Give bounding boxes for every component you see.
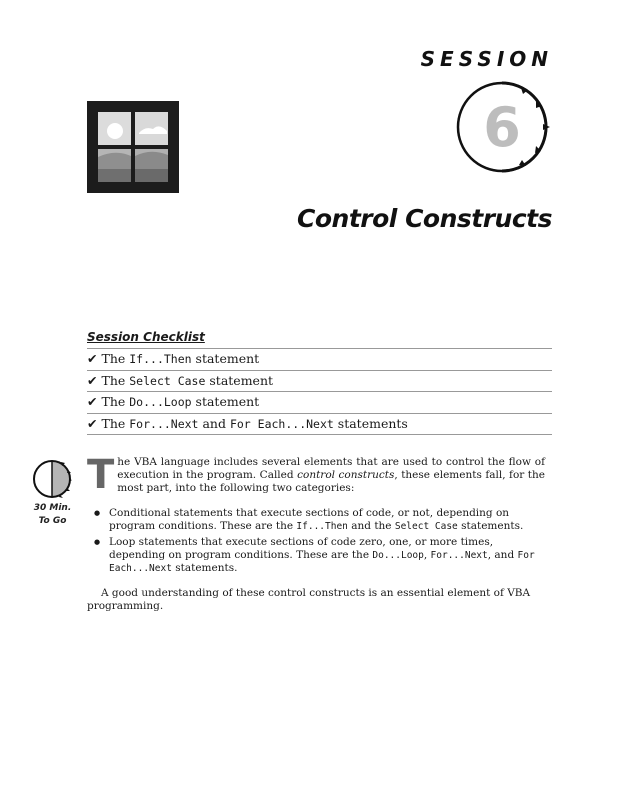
- checkmark-icon: ✔: [87, 372, 98, 388]
- session-checklist: [87, 328, 552, 435]
- timer-sublabel: To Go: [38, 516, 67, 526]
- checkmark-icon: ✔: [87, 415, 98, 431]
- checklist-item: ✔ The For...Next and For Each...Next statements: [87, 414, 552, 436]
- checklist-title: Session Checklist: [87, 330, 205, 344]
- closing-paragraph: A good understanding of these control constructs is an essential element of VBA programming.: [87, 586, 531, 612]
- list-item: ● Loop statements that execute sections of code zero, one, or more times, depending on program conditions. These are the Do...Loop, For...Next, and For Each...Next statements.: [87, 536, 545, 576]
- session-clock-icon: [452, 80, 552, 175]
- timer-label: 30 Min.: [33, 503, 72, 513]
- checkmark-icon: ✔: [87, 394, 98, 409]
- list-item: ● Conditional statements that execute sections of code, or not, depending on program conditions. These are the If...Then and the Select Case statements.: [87, 507, 545, 533]
- bullet-list: [87, 507, 545, 576]
- checklist-item: ✔ The If...Then statement: [87, 349, 552, 371]
- drop-cap: T: [87, 452, 115, 498]
- checklist-item: ✔ The Do...Loop statement: [87, 392, 552, 414]
- timer-clock-icon: [32, 458, 72, 500]
- body-text: [87, 452, 545, 613]
- checkmark-icon: ✔: [87, 351, 98, 366]
- window-logo-icon: [87, 101, 179, 193]
- session-number: 6: [483, 96, 521, 159]
- checklist-item: ✔ The Select Case statement: [87, 371, 552, 393]
- intro-paragraph: The VBA language includes several elements that are used to control the flow of execution in the program. Called control constructs, these elements fall, for the most part, into the following two categories:: [87, 452, 545, 498]
- chapter-title: Control Constructs: [297, 204, 552, 233]
- session-label: SESSION: [420, 47, 553, 71]
- checklist-items: [87, 348, 552, 435]
